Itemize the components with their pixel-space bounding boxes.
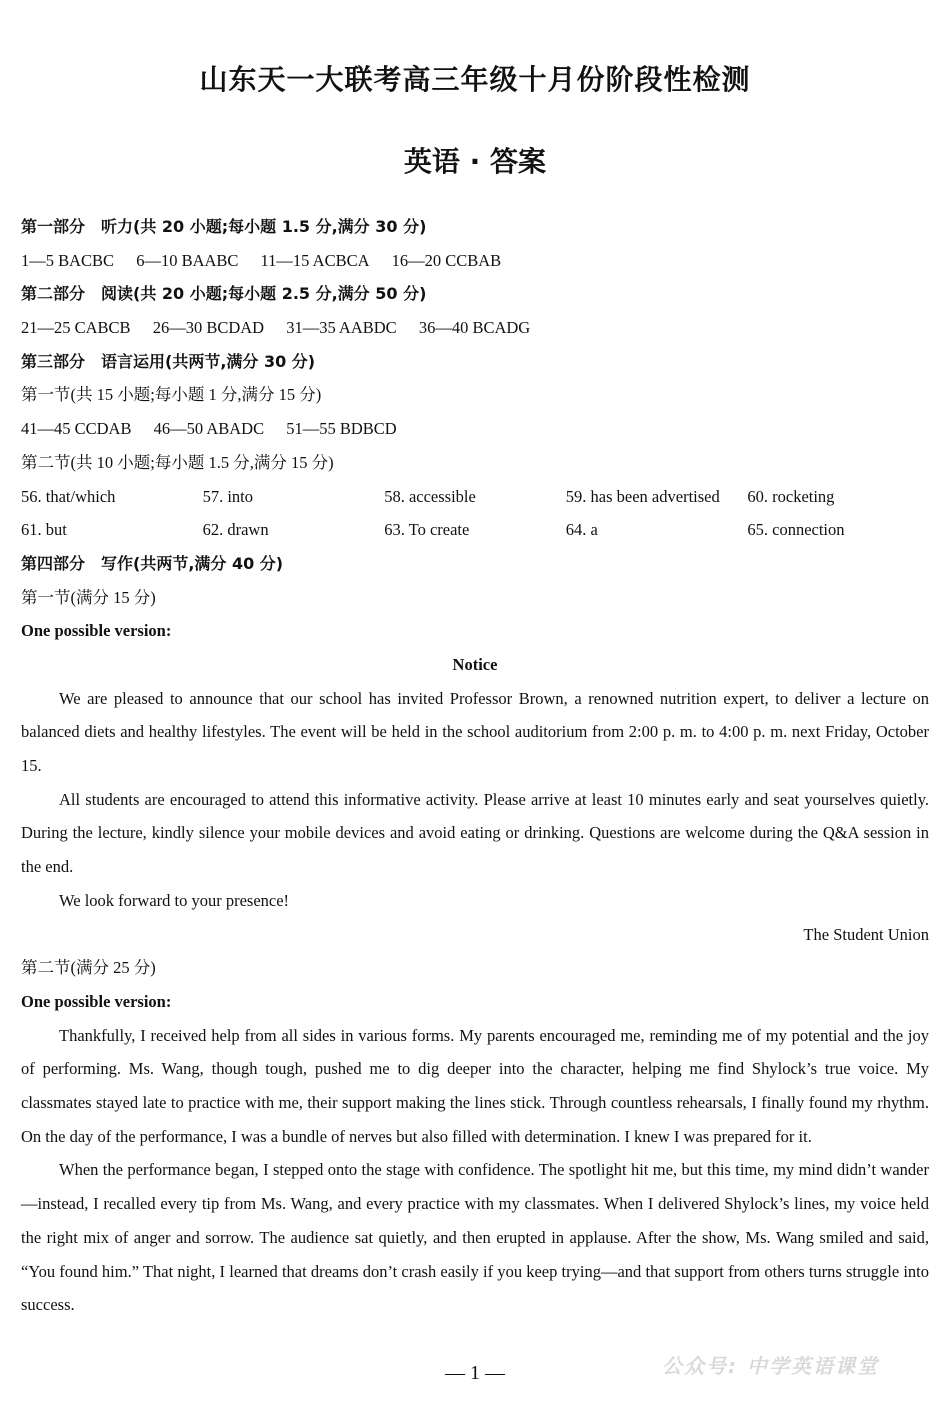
- essay-paragraph: We are pleased to announce that our school has invited Professor Brown, a renowned nutrition expert, to deliver a lecture on balanced diets and healthy lifestyles. The event will be held in the school auditorium from 2:00 p. m. to 4:00 p. m. next Friday, October 15.: [21, 688, 929, 776]
- part4-section1-heading: 第一节(满分 15 分): [21, 587, 156, 607]
- document-title: 山东天一大联考高三年级十月份阶段性检测: [199, 63, 751, 96]
- part4-section2-heading: 第二节(满分 25 分): [21, 958, 156, 978]
- answer-group: 51—55 BDBCD: [286, 419, 397, 439]
- essay-paragraph: Thankfully, I received help from all sides in various forms. My parents encouraged me, reminding me of my potential and the joy of performing. Ms. Wang, though tough, pushed me to dig deeper into the character, helping me find Shylock’s true voice. My classmates stayed late to practice with me, their support making the lines stick. Through countless rehearsals, I finally found my rhythm. On the day of the performance, I was a bundle of nerves but also filled with determination. I knew I was prepared for it.: [21, 1025, 929, 1146]
- part3-section1-answers: [21, 412, 929, 446]
- part1-heading: 第一部分 听力(共 20 小题;每小题 1.5 分,满分 30 分): [21, 217, 427, 236]
- essay-paragraph: All students are encouraged to attend this informative activity. Please arrive at least 10 minutes early and seat yourselves quietly. During the lecture, kindly silence your mobile devices and avoid eating or drinking. Questions are welcome during the Q&A session in the end.: [21, 789, 929, 877]
- part2-heading: 第二部分 阅读(共 20 小题;每小题 2.5 分,满分 50 分): [21, 284, 427, 304]
- version-label: One possible version:: [21, 621, 172, 641]
- fill-in-answers-row: [21, 513, 929, 547]
- part4-heading: 第四部分 写作(共两节,满分 40 分): [21, 553, 284, 573]
- fill-answer: 57. into: [202, 486, 254, 506]
- part3-heading: 第三部分 语言运用(共两节,满分 30 分): [21, 351, 316, 371]
- part2-answers: [21, 311, 929, 345]
- fill-answer: 65. connection: [747, 520, 845, 540]
- fill-answer: 58. accessible: [384, 486, 476, 506]
- fill-answer: 64. a: [565, 520, 598, 540]
- notice-title: Notice: [452, 654, 498, 674]
- watermark: 公众号: 中学英语课堂: [662, 1354, 879, 1378]
- essay-paragraph: When the performance began, I stepped onto the stage with confidence. The spotlight hit me, but this time, my mind didn’t wander—instead, I recalled every tip from Ms. Wang, and every practice with my classmates. When I delivered Shylock’s lines, my voice held the right mix of anger and sorrow. The audience sat quietly, and then erupted in applause. After the show, Ms. Wang smiled and said, “You found him.” That night, I learned that dreams don’t crash easily if you keep trying—and that support from others turns struggle into success.: [21, 1160, 929, 1315]
- fill-in-answers-row: [21, 480, 929, 514]
- answer-group: 46—50 ABADC: [153, 419, 265, 439]
- document-subtitle: 英语 · 答案: [403, 145, 547, 178]
- fill-answer: 56. that/which: [21, 486, 116, 506]
- answer-group: 41—45 CCDAB: [21, 419, 132, 439]
- answer-content: [21, 210, 929, 1322]
- answer-group: 26—30 BCDAD: [152, 318, 265, 338]
- answer-group: 16—20 CCBAB: [391, 250, 502, 270]
- fill-answer: 62. drawn: [202, 520, 269, 540]
- answer-group: 36—40 BCADG: [418, 318, 531, 338]
- fill-answer: 61. but: [21, 520, 67, 540]
- version-label: One possible version:: [21, 991, 172, 1011]
- part3-section1-heading: 第一节(共 15 小题;每小题 1 分,满分 15 分): [21, 385, 322, 405]
- answer-group: 1—5 BACBC: [21, 250, 115, 270]
- part1-answers: [21, 244, 929, 278]
- part3-section2-heading: 第二节(共 10 小题;每小题 1.5 分,满分 15 分): [21, 452, 334, 472]
- essay-paragraph: We look forward to your presence!: [59, 890, 290, 910]
- answer-group: 11—15 ACBCA: [260, 250, 370, 270]
- fill-answer: 59. has been advertised: [565, 486, 720, 506]
- fill-answer: 63. To create: [384, 520, 470, 540]
- notice-signature: The Student Union: [803, 924, 929, 944]
- answer-group: 31—35 AABDC: [286, 318, 397, 338]
- fill-answer: 60. rocketing: [747, 486, 835, 506]
- answer-group: 6—10 BAABC: [136, 250, 239, 270]
- page-number: — 1 —: [445, 1362, 505, 1384]
- answer-group: 21—25 CABCB: [21, 318, 131, 338]
